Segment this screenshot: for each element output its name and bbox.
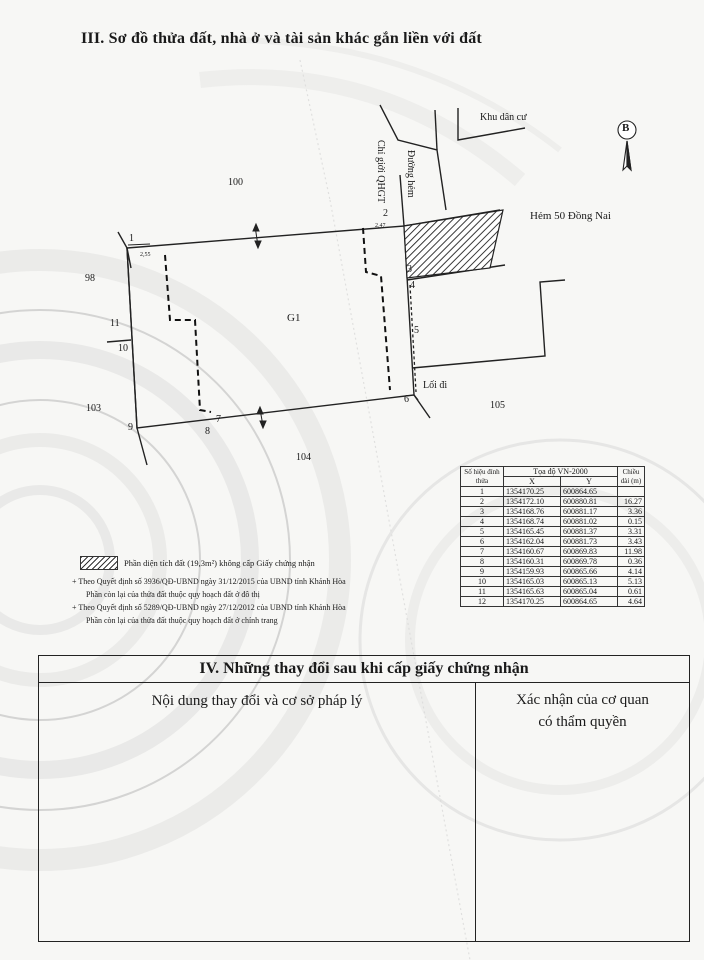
col-header-length: Chiều dài (m) [618, 467, 645, 487]
parcel-label: G1 [287, 312, 301, 324]
cell-y: 600865.04 [561, 587, 618, 597]
vertex-6: 6 [404, 394, 409, 405]
section-4-table [38, 655, 690, 942]
col-header-point: Số hiệu đỉnh thửa [461, 467, 504, 487]
north-label: B [622, 122, 630, 134]
cell-n: 12 [461, 597, 504, 607]
neighbor-98: 98 [85, 273, 95, 284]
table-row [461, 507, 645, 517]
cell-x: 1354160.31 [504, 557, 561, 567]
label-hem-dong-nai: Hẻm 50 Đồng Nai [530, 210, 611, 222]
table-row [461, 587, 645, 597]
cell-l [618, 487, 645, 497]
cell-x: 1354160.67 [504, 547, 561, 557]
cell-x: 1354165.03 [504, 577, 561, 587]
section-4-title: IV. Những thay đổi sau khi cấp giấy chứng nhận [39, 656, 689, 683]
cell-x: 1354162.04 [504, 537, 561, 547]
vertex-5: 5 [414, 325, 419, 336]
section-3-title: III. Sơ đồ thửa đất, nhà ở và tài sản khác gắn liền với đất [81, 30, 482, 47]
cell-l: 0.36 [618, 557, 645, 567]
table-row [461, 487, 645, 497]
table-row [461, 537, 645, 547]
cell-y: 600869.78 [561, 557, 618, 567]
cell-l: 5.13 [618, 577, 645, 587]
cell-n: 11 [461, 587, 504, 597]
coordinate-table [460, 466, 645, 607]
cell-n: 2 [461, 497, 504, 507]
planning-notes [72, 575, 346, 627]
vertex-4: 4 [410, 280, 415, 291]
vertex-3: 3 [407, 264, 412, 275]
cell-l: 3.43 [618, 537, 645, 547]
cell-l: 4.14 [618, 567, 645, 577]
changes-column-header: Nội dung thay đổi và cơ sở pháp lý [151, 693, 363, 709]
note-line-3: + Theo Quyết định số 5289/QĐ-UBND ngày 27/12/2012 của UBND tỉnh Khánh Hòa [72, 603, 346, 612]
cell-x: 1354159.93 [504, 567, 561, 577]
vertex-2: 2 [383, 208, 388, 219]
cell-l: 0.61 [618, 587, 645, 597]
col-header-x: X [504, 477, 561, 487]
confirmation-column [476, 683, 689, 941]
col-header-y: Y [561, 477, 618, 487]
cell-y: 600881.17 [561, 507, 618, 517]
cell-x: 1354165.63 [504, 587, 561, 597]
table-row [461, 577, 645, 587]
cell-n: 5 [461, 527, 504, 537]
cell-n: 8 [461, 557, 504, 567]
legend [80, 556, 315, 570]
table-row [461, 557, 645, 567]
neighbor-100: 100 [228, 177, 243, 188]
cell-n: 9 [461, 567, 504, 577]
changes-column [39, 683, 476, 941]
cell-l: 16.27 [618, 497, 645, 507]
cell-y: 600881.02 [561, 517, 618, 527]
note-line-1: + Theo Quyết định số 3936/QĐ-UBND ngày 31/12/2015 của UBND tỉnh Khánh Hòa [72, 577, 346, 586]
col-header-coord: Tọa độ VN-2000 [504, 467, 618, 477]
hatch-swatch [80, 556, 118, 570]
cell-y: 600881.37 [561, 527, 618, 537]
cell-n: 3 [461, 507, 504, 517]
vertex-9: 9 [128, 422, 133, 433]
cell-l: 4.64 [618, 597, 645, 607]
neighbor-104: 104 [296, 452, 311, 463]
neighbor-105: 105 [490, 400, 505, 411]
cell-y: 600865.13 [561, 577, 618, 587]
label-loi-di: Lối đi [423, 380, 448, 391]
table-row [461, 547, 645, 557]
cell-x: 1354168.76 [504, 507, 561, 517]
cell-x: 1354170.25 [504, 597, 561, 607]
cell-n: 1 [461, 487, 504, 497]
confirmation-header-line-2: có thẩm quyền [538, 714, 627, 730]
table-row [461, 497, 645, 507]
cell-n: 10 [461, 577, 504, 587]
cell-y: 600869.83 [561, 547, 618, 557]
cell-l: 0.15 [618, 517, 645, 527]
table-row [461, 597, 645, 607]
cell-l: 11.98 [618, 547, 645, 557]
cell-x: 1354168.74 [504, 517, 561, 527]
cell-x: 1354170.25 [504, 487, 561, 497]
cell-x: 1354165.45 [504, 527, 561, 537]
label-chi-gioi: Chỉ giới QHGT [375, 140, 386, 204]
cell-l: 3.36 [618, 507, 645, 517]
cell-y: 600865.66 [561, 567, 618, 577]
cell-y: 600880.81 [561, 497, 618, 507]
label-khu-dan-cu: Khu dân cư [480, 112, 527, 123]
dimension-2-47: 2,47 [375, 223, 386, 229]
table-row [461, 517, 645, 527]
vertex-10: 10 [118, 343, 128, 354]
cell-y: 600864.65 [561, 597, 618, 607]
vertex-8: 8 [205, 426, 210, 437]
cell-y: 600881.73 [561, 537, 618, 547]
cell-l: 3.31 [618, 527, 645, 537]
cell-x: 1354172.10 [504, 497, 561, 507]
cell-y: 600864.65 [561, 487, 618, 497]
legend-text: Phần diện tích đất (19,3m²) không cấp Giấy chứng nhận [124, 558, 315, 568]
dimension-2-55: 2,55 [140, 252, 151, 258]
vertex-7: 7 [216, 414, 221, 425]
cell-n: 6 [461, 537, 504, 547]
table-row [461, 527, 645, 537]
note-line-2: Phần còn lại của thửa đất thuộc quy hoạch đất ở đô thị [86, 590, 260, 599]
neighbor-103: 103 [86, 403, 101, 414]
cell-n: 4 [461, 517, 504, 527]
confirmation-header-line-1: Xác nhận của cơ quan [516, 692, 649, 708]
label-duong-hem: Đường hẻm [405, 150, 416, 198]
cell-n: 7 [461, 547, 504, 557]
coordinate-rows [461, 487, 645, 607]
vertex-1: 1 [129, 233, 134, 244]
vertex-11: 11 [110, 318, 120, 329]
table-row [461, 567, 645, 577]
note-line-4: Phần còn lại của thửa đất thuộc quy hoạch đất ở chỉnh trang [86, 616, 278, 625]
